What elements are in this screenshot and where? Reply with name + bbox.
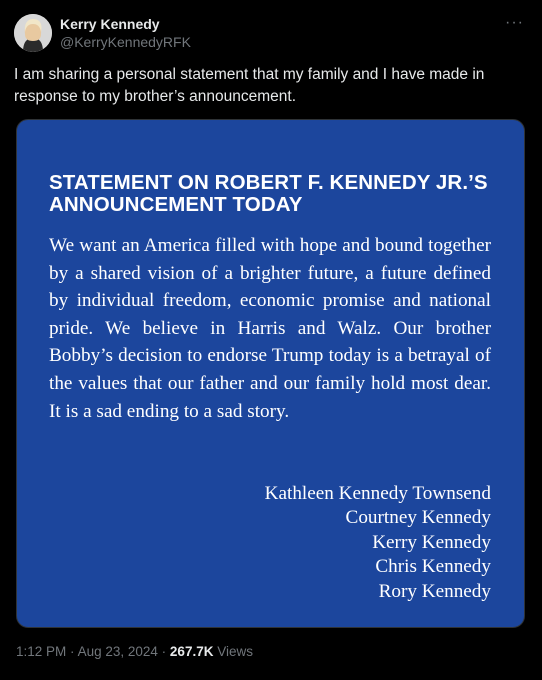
author-handle[interactable]: @KerryKennedyRFK <box>60 34 191 50</box>
signatory: Courtney Kennedy <box>345 507 491 529</box>
signatory: Chris Kennedy <box>375 556 491 578</box>
post-header <box>14 14 191 52</box>
meta-separator: · <box>161 644 167 659</box>
signatory: Kerry Kennedy <box>372 531 491 553</box>
author-names <box>60 15 191 51</box>
meta-separator: · <box>70 644 75 659</box>
signatory: Kathleen Kennedy Townsend <box>264 483 491 504</box>
statement-image[interactable] <box>16 119 525 628</box>
signatory: Rory Kennedy <box>378 580 491 602</box>
post-meta <box>16 644 253 659</box>
post-time[interactable]: 1:12 PM <box>16 644 67 659</box>
more-dots-icon[interactable]: ··· <box>505 14 524 31</box>
statement-body: We want an America filled with hope and bound together by a shared vision of a brighter future, a future defined by individual freedom, economic promise and national pride. We believe in Harris and Walz. Our brother Bobby’s decision to endorse Trump today is a betrayal of the values that our father and our family hold most dear. It is a sad ending to a sad story. <box>49 235 491 422</box>
post-date[interactable]: Aug 23, 2024 <box>77 644 158 659</box>
views-count: 267.7K <box>169 644 214 659</box>
views-label: Views <box>217 644 254 659</box>
signatories <box>265 482 491 604</box>
statement-title: STATEMENT ON ROBERT F. KENNEDY JR.’S ANNOUNCEMENT TODAY <box>49 171 488 216</box>
author-display-name[interactable]: Kerry Kennedy <box>60 16 160 32</box>
avatar[interactable] <box>14 14 52 52</box>
post-text: I am sharing a personal statement that my family and I have made in response to my brother’s announcement. <box>14 66 485 105</box>
